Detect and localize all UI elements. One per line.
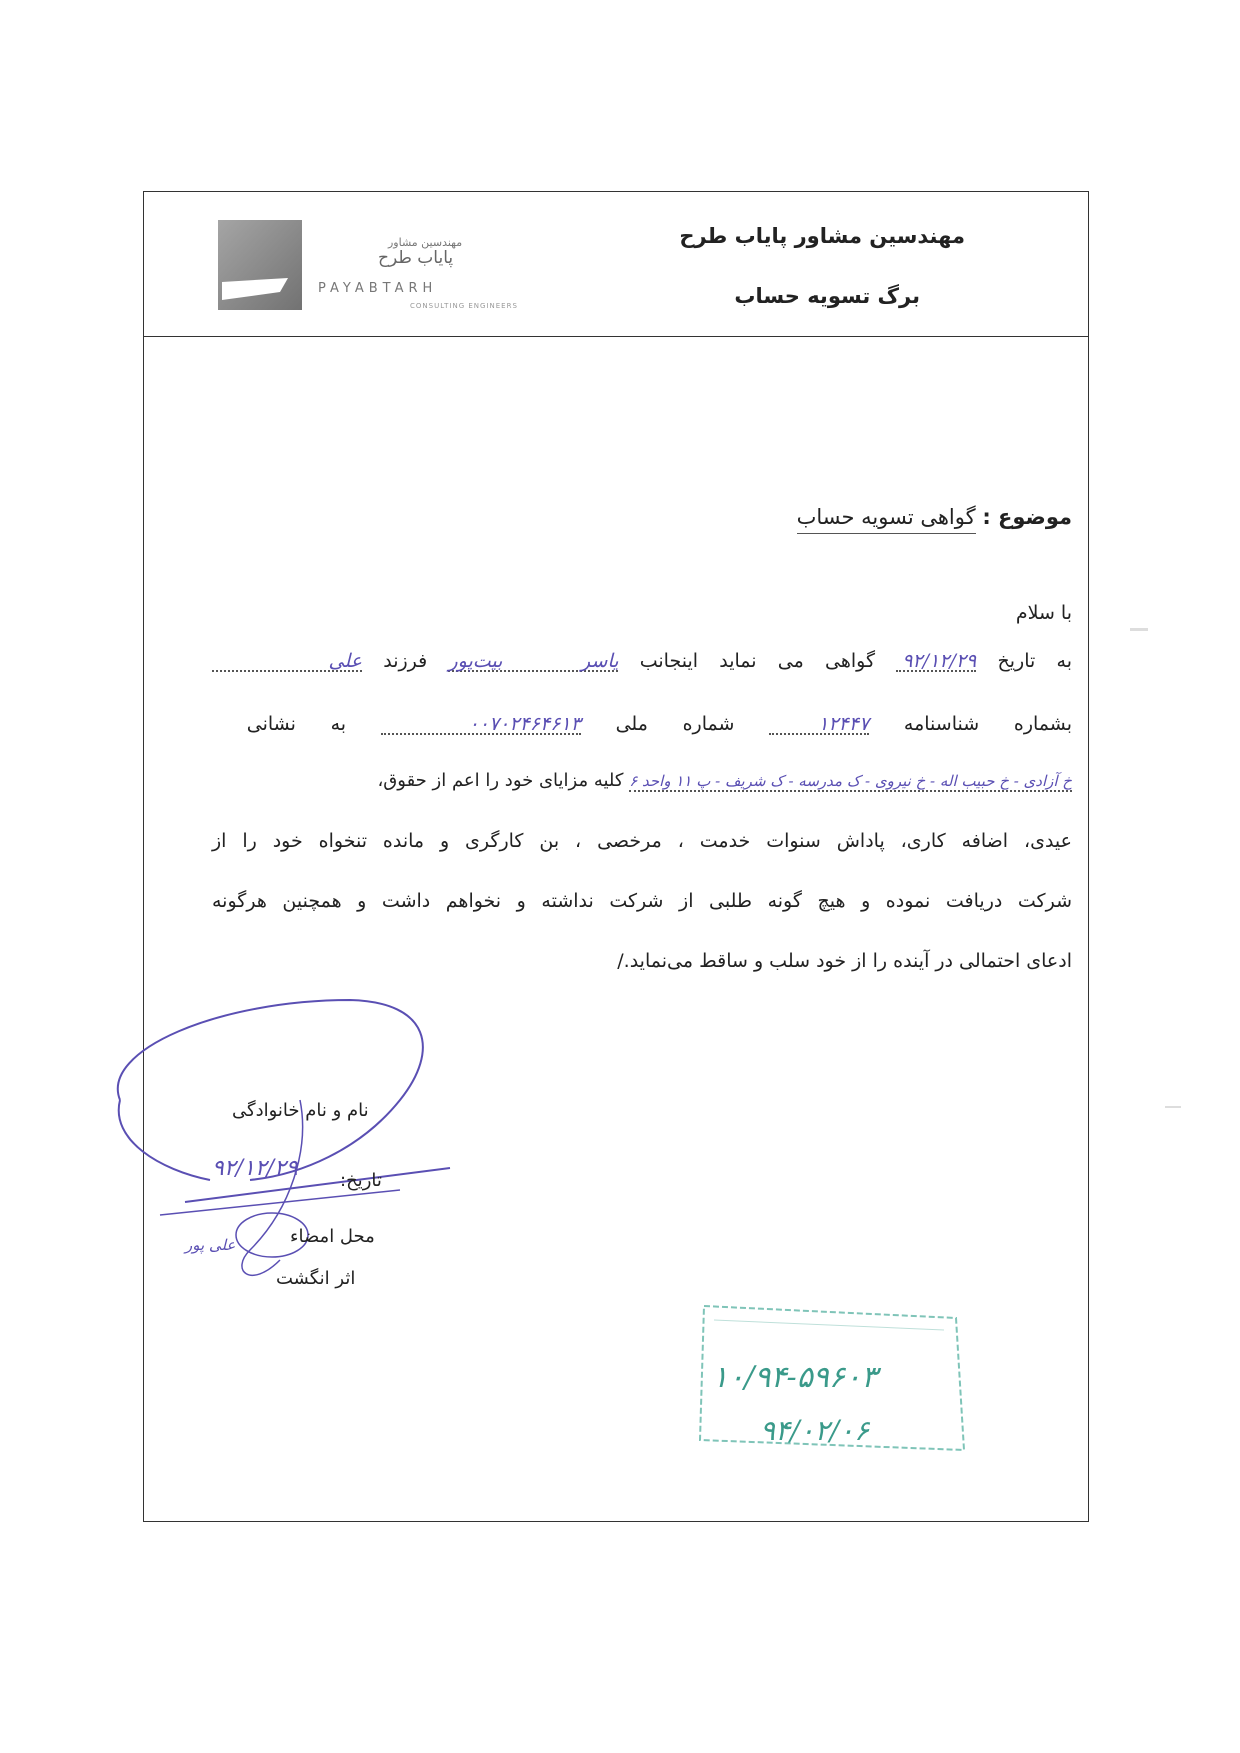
certifies-text: گواهی می نماید اینجانب <box>639 650 876 672</box>
body-line-6: ادعای احتمالی در آینده را از خود سلب و ساقط می‌نماید./ <box>617 950 1072 972</box>
national-id-label: شماره ملی <box>615 713 735 735</box>
national-id-field <box>381 713 581 735</box>
id-number-field <box>769 713 869 735</box>
signature-date-label: تاریخ: <box>340 1170 382 1191</box>
address-handwritten: خ آزادی - خ حبیب اله - خ نیروی - ک مدرسه - ک شریف - پ ۱۱ واحد ۶ <box>629 772 1072 790</box>
date-handwritten: ۹۲/۱۲/۲۹ <box>902 650 977 672</box>
signature-place-label: محل امضاء <box>290 1226 375 1247</box>
signature-date-handwritten: ۹۲/۱۲/۲۹ <box>212 1156 298 1181</box>
company-name: مهندسین مشاور پایاب طرح <box>679 224 965 248</box>
signature-scribble <box>100 990 460 1290</box>
address-label: به نشانی <box>246 713 347 735</box>
stamp-number: ۱۰/۹۴-۵۹۶۰۳ <box>712 1360 878 1395</box>
body-line-1 <box>212 650 1072 686</box>
stamp-date: ۹۴/۰۲/۰۶ <box>760 1414 870 1447</box>
body-line-5: شرکت دریافت نموده و هیچ گونه طلبی از شرکت نداشته و نخواهم داشت و همچنین هرگونه <box>212 890 1072 912</box>
salutation: با سلام <box>1015 602 1072 624</box>
name-handwritten: یاسر بیت‌پور <box>448 650 619 672</box>
logo-sub-text: CONSULTING ENGINEERS <box>410 302 518 310</box>
child-of-label: فرزند <box>383 650 428 672</box>
logo-english-name: PAYABTARH <box>318 281 438 296</box>
father-handwritten: علی <box>328 650 362 672</box>
name-field <box>448 650 618 672</box>
id-number-handwritten: ۱۲۴۴۷ <box>818 713 870 735</box>
subject-value: گواهی تسویه حساب <box>797 505 976 534</box>
address-field <box>629 770 1072 792</box>
date-prefix: به تاریخ <box>997 650 1073 672</box>
form-title: برگ تسویه حساب <box>734 284 920 308</box>
date-field <box>896 650 976 672</box>
signature-handwritten: علی پور <box>185 1236 236 1254</box>
company-logo-icon <box>218 220 302 310</box>
id-number-label: بشماره شناسنامه <box>903 713 1073 735</box>
body-line-4: عیدی، اضافه کاری، پاداش سنوات خدمت ، مرخصی ، بن کارگری و مانده تنخواه خود را از <box>212 830 1072 852</box>
logo-farsi-name: پایاب طرح <box>378 248 454 268</box>
subject-label: موضوع : <box>982 505 1072 529</box>
logo-small-text: مهندسین مشاور <box>388 236 463 249</box>
scan-artifact <box>1165 1106 1181 1108</box>
benefits-text: کلیه مزایای خود را اعم از حقوق، <box>377 770 624 791</box>
company-logo-text <box>318 236 518 314</box>
full-name-label: نام و نام خانوادگی <box>232 1100 369 1121</box>
scan-artifact <box>1130 628 1148 631</box>
subject-line <box>797 505 1072 534</box>
father-field <box>212 650 362 672</box>
body-line-2 <box>212 710 1072 746</box>
national-id-handwritten: ۰۰۷۰۲۴۶۴۶۱۳ <box>468 713 581 735</box>
body-line-3 <box>212 770 1072 806</box>
header-divider <box>143 336 1089 337</box>
thumbprint-label: اثر انگشت <box>276 1268 356 1289</box>
